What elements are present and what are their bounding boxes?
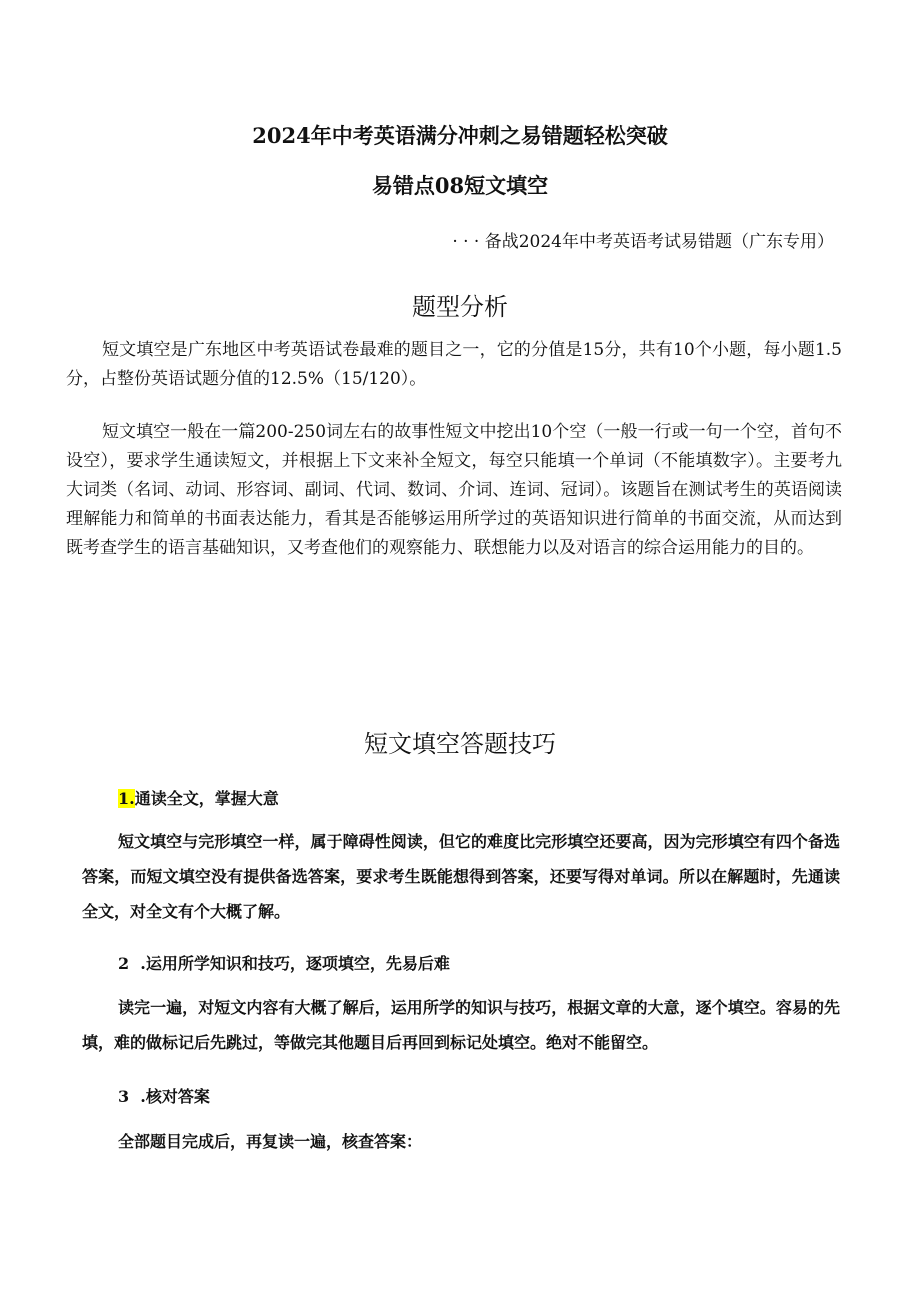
step-title [118, 1084, 210, 1107]
step-body: 读完一遍，对短文内容有大概了解后，运用所学的知识与技巧，根据文章的大意，逐个填空。容易的先填，难的做标记后先跳过，等做完其他题目后再回到标记处填空。绝对不能留空。 [82, 998, 840, 1052]
analysis-heading: 题型分析 [412, 293, 508, 321]
document-subtitle: 易错点08短文填空 [371, 173, 549, 198]
step-number: 1. [118, 789, 135, 808]
analysis-paragraph: 短文填空一般在一篇200-250词左右的故事性短文中挖出10个空（一般一行或一句一个空，首句不设空），要求学生通读短文，并根据上下文来补全短文，每空只能填一个单词（不能填数字）。主要考九大词类（名词、动词、形容词、副词、代词、数词、介词、连词、冠词）。该题旨在测试考生的英语阅读理解能力和简单的书面表达能力，看其是否能够运用所学过的英语知识进行简单的书面交流，从而达到既考查学生的语言基础知识，又考查他们的观察能力、联想能力以及对语言的综合运用能力的目的。 [66, 422, 842, 558]
step-title [118, 786, 279, 809]
step-title [118, 951, 450, 974]
step-body: 短文填空与完形填空一样，属于障碍性阅读，但它的难度比完形填空还要高，因为完形填空有四个备选答案，而短文填空没有提供备选答案，要求考生既能想得到答案，还要写得对单词。所以在解题时，先通读全文，对全文有个大概了解。 [82, 832, 840, 921]
document-title: 2024年中考英语满分冲刺之易错题轻松突破 [252, 123, 668, 148]
step-number: 2 [118, 954, 130, 973]
step-title-text: .核对答案 [140, 1087, 210, 1106]
analysis-paragraph: 短文填空是广东地区中考英语试卷最难的题目之一，它的分值是15分，共有10个小题，每小题1.5分，占整份英语试题分值的12.5%（15/120）。 [66, 340, 842, 389]
step-title-text: 通读全文，掌握大意 [134, 789, 279, 808]
step-body: 全部题目完成后，再复读一遍，核查答案： [118, 1132, 423, 1151]
tips-heading: 短文填空答题技巧 [364, 730, 556, 758]
document-note: · · · 备战2024年中考英语考试易错题（广东专用） [452, 232, 834, 252]
step-number: 3 [118, 1087, 130, 1106]
step-title-text: .运用所学知识和技巧，逐项填空，先易后难 [140, 954, 450, 973]
